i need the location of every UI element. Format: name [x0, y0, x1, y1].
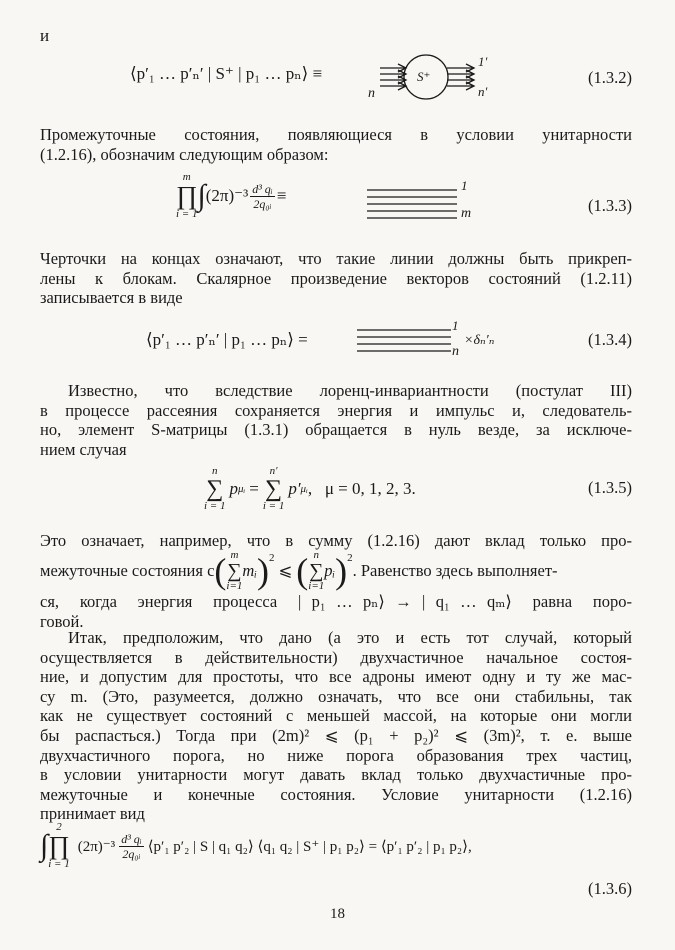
bundle-top-label: 1 — [452, 318, 459, 333]
paragraph: Черточки на концах означают, что такие линии должны быть прикреп- лены к блокам. Скалярное произведение векторов состояний (1.2.11) записывается в виде — [40, 249, 632, 308]
blob-label: S⁺ — [417, 69, 431, 84]
paragraph: Промежуточные состояния, появляющиеся в условии унитарности (1.2.16), обозначим следующим образом: — [40, 125, 632, 164]
blob-left-label: n — [368, 86, 375, 101]
eq-number: (1.3.2) — [588, 68, 632, 87]
bundle-bottom-label: m — [461, 206, 472, 221]
eq-1-3-3: m ∏ i = 1 ∫ (2π)⁻³ $\frac{\text{d³ qᵢ}}{\text{2q₀ᵢ}}$ ≡ — [176, 171, 287, 220]
eq-1-3-4-lhs: ⟨p′₁ … p′ₙ′ | p₁ … pₙ⟩ = — [146, 330, 308, 349]
eq-1-3-2-lhs: ⟨p′₁ … p′ₙ′ | S⁺ | p₁ … pₙ⟩ ≡ — [130, 64, 323, 83]
paragraph-inline-math: межуточные состояния с ( m ∑ i=1 mᵢ ) $^2$ ⩽ ( n ∑ i=1 pᵢ ) $^2$ . Равенство здесь выполняет- — [40, 549, 558, 592]
header-word: и — [40, 26, 50, 45]
paragraph: Это означает, например, что в сумму (1.2.16) дают вклад только про- — [40, 531, 632, 550]
eq-1-3-5: n ∑ i = 1 p μᵢ = n′ ∑ i = 1 p′ μᵢ , μ = 0, 1, 2, 3. — [204, 465, 416, 512]
blob-right-top-label: 1′ — [478, 54, 488, 69]
paragraph: Известно, что вследствие лоренц-инвариантности (постулат III) в процессе рассеяния сохраняется энергия и импульс и, следователь- но, элемент S-матрицы (1.3.1) обращается в нуль везде, за исключе- нием случая — [40, 381, 632, 459]
eq-number: (1.3.3) — [588, 196, 632, 215]
kronecker-delta: ×δₙ′ₙ — [464, 333, 495, 348]
bundle-bottom-label: n — [452, 344, 459, 359]
eq-1-3-6: ∫ 2 ∏ i = 1 (2π)⁻³ $\frac{\text{d³ qᵢ}}{\text{2q₀ᵢ}}$ ⟨p′₁ p′₂ | S | q₁ q₂⟩ ⟨q₁ q₂ | S⁺ | p₁ p₂⟩ = ⟨p′₁ p′₂ | p₁ p₂⟩, — [40, 821, 472, 870]
line-bundle — [365, 186, 465, 222]
paragraph: Итак, предположим, что дано (а это и есть тот случай, который осуществляется в действительности) двухчастичное начальное состоя- ние, и допустим для простоты, что все адроны имеют одну и ту же мас- су m. (Это, разумеется, должно означать, что все они стабильны, так как не существует состояний с меньшей массой, на которые они могли бы распасться.) Тогда при (2m)² ⩽ (p₁ + p₂)² ⩽ (3m)², т. е. выше двухчастичного порога, но ниже порога образования трех частиц, в условии унитарности могут давать вклад только двухчастичные про- межуточные и конечные состояния. Условие унитарности (1.2.16) принимает вид — [40, 628, 632, 824]
eq-number: (1.3.4) — [588, 330, 632, 349]
eq-number: (1.3.5) — [588, 478, 632, 497]
bundle-top-label: 1 — [461, 178, 468, 193]
line-bundle — [355, 325, 455, 359]
blob-right-bottom-label: n′ — [478, 84, 488, 99]
paragraph: ся, когда энергия процесса | p₁ … pₙ⟩ → | q₁ … qₘ⟩ равна поро- говой. — [40, 592, 632, 631]
page-number: 18 — [330, 906, 345, 922]
eq-number: (1.3.6) — [588, 879, 632, 898]
